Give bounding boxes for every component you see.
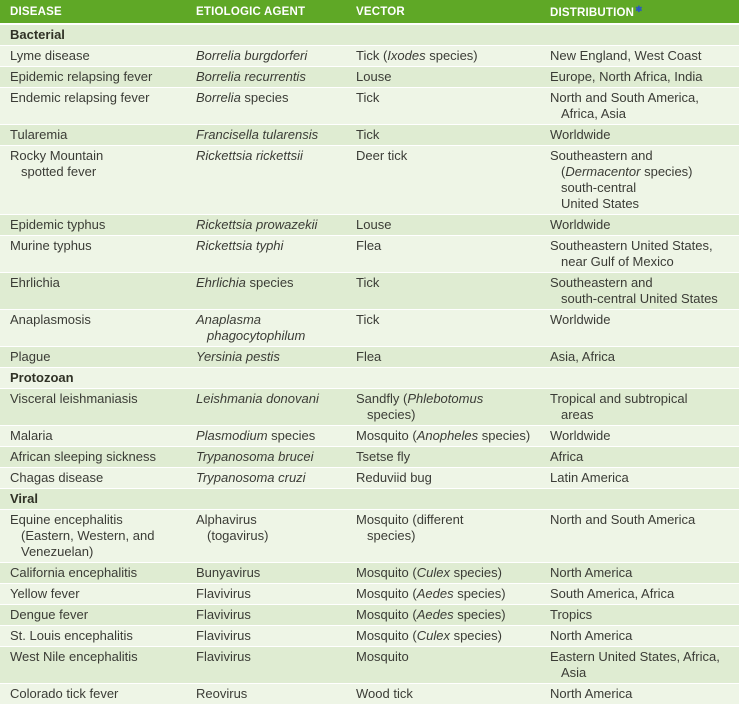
cell-etiologic-agent: Ehrlichia species [196, 275, 294, 290]
cell-vector: Wood tick [356, 686, 413, 701]
table-row [0, 236, 739, 273]
section-label: Protozoan [10, 370, 74, 385]
column-header-vector [356, 6, 550, 18]
table-row [0, 426, 739, 447]
cell-vector: Mosquito (Anopheles species) [356, 428, 531, 443]
cell-etiologic-agent: Leishmania donovani [196, 391, 319, 406]
table-row [0, 647, 739, 684]
cell-disease: Endemic relapsing fever [10, 90, 150, 105]
cell-disease: Ehrlichia [10, 275, 60, 290]
cell-etiologic-agent: Flavivirus [196, 586, 251, 601]
table-row [0, 684, 739, 705]
cell-distribution: Worldwide [550, 312, 611, 327]
table-row [0, 510, 739, 563]
cell-vector: Mosquito (Culex species) [356, 565, 502, 580]
cell-distribution: Worldwide [550, 428, 611, 443]
table-row [0, 347, 739, 368]
section-row [0, 489, 739, 510]
column-header-label: VECTOR [356, 5, 405, 18]
cell-disease: Plague [10, 349, 51, 364]
cell-distribution: North America [550, 565, 633, 580]
cell-disease: Chagas disease [10, 470, 104, 485]
cell-disease: Rocky Mountain spotted fever [10, 148, 104, 179]
cell-distribution: Tropics [550, 607, 593, 622]
table-row [0, 273, 739, 310]
cell-disease: Lyme disease [10, 48, 90, 63]
cell-disease: Yellow fever [10, 586, 80, 601]
table-row [0, 310, 739, 347]
cell-disease: Colorado tick fever [10, 686, 119, 701]
cell-vector: Tick [356, 312, 380, 327]
cell-distribution: North America [550, 686, 633, 701]
cell-disease: African sleeping sickness [10, 449, 156, 464]
cell-etiologic-agent: Reovirus [196, 686, 248, 701]
cell-etiologic-agent: Rickettsia prowazekii [196, 217, 318, 232]
cell-disease: Anaplasmosis [10, 312, 91, 327]
cell-distribution: Latin America [550, 470, 629, 485]
table-row [0, 563, 739, 584]
cell-distribution: South America, Africa [550, 586, 675, 601]
table-body [0, 25, 739, 705]
cell-vector: Mosquito (Aedes species) [356, 586, 506, 601]
cell-etiologic-agent: Rickettsia rickettsii [196, 148, 303, 163]
cell-vector: Tick [356, 275, 380, 290]
table-row [0, 626, 739, 647]
cell-disease: California encephalitis [10, 565, 138, 580]
cell-vector: Tick [356, 90, 380, 105]
table-row [0, 88, 739, 125]
section-label: Viral [10, 491, 38, 506]
section-row [0, 25, 739, 46]
column-header-label: DISEASE [10, 5, 62, 18]
cell-disease: Malaria [10, 428, 53, 443]
cell-distribution: Southeastern and (Dermacentor species) south-central United States [550, 148, 693, 211]
cell-disease: Murine typhus [10, 238, 92, 253]
cell-disease: Epidemic typhus [10, 217, 106, 232]
cell-distribution: Tropical and subtropical areas [550, 391, 688, 422]
cell-etiologic-agent: Flavivirus [196, 607, 251, 622]
cell-etiologic-agent: Plasmodium species [196, 428, 316, 443]
table-header-row [0, 0, 739, 25]
cell-etiologic-agent: Alphavirus (togavirus) [196, 512, 269, 543]
cell-etiologic-agent: Anaplasma phagocytophilum [196, 312, 306, 343]
cell-vector: Tick (Ixodes species) [356, 48, 478, 63]
section-label: Bacterial [10, 27, 65, 42]
cell-etiologic-agent: Flavivirus [196, 649, 251, 664]
table-row [0, 125, 739, 146]
cell-vector: Louse [356, 217, 392, 232]
cell-etiologic-agent: Trypanosoma brucei [196, 449, 314, 464]
cell-vector: Flea [356, 238, 382, 253]
table-row [0, 67, 739, 88]
cell-vector: Mosquito (Culex species) [356, 628, 502, 643]
table-row [0, 605, 739, 626]
cell-vector: Mosquito (Aedes species) [356, 607, 506, 622]
cell-disease: Epidemic relapsing fever [10, 69, 153, 84]
column-header-distribution [550, 4, 739, 19]
cell-etiologic-agent: Francisella tularensis [196, 127, 319, 142]
cell-etiologic-agent: Borrelia burgdorferi [196, 48, 308, 63]
column-header-label: DISTRIBUTION [550, 7, 635, 19]
cell-distribution: North and South America, Africa, Asia [550, 90, 699, 121]
column-header-disease [0, 6, 196, 18]
cell-disease: Visceral leishmaniasis [10, 391, 138, 406]
cell-etiologic-agent: Bunyavirus [196, 565, 261, 580]
table-row [0, 468, 739, 489]
cell-vector: Reduviid bug [356, 470, 432, 485]
cell-distribution: Europe, North Africa, India [550, 69, 703, 84]
cell-vector: Mosquito [356, 649, 409, 664]
cell-vector: Tick [356, 127, 380, 142]
cell-vector: Louse [356, 69, 392, 84]
table-row [0, 46, 739, 67]
cell-distribution: New England, West Coast [550, 48, 702, 63]
cell-vector: Sandfly (Phlebotomus species) [356, 391, 484, 422]
cell-vector: Tsetse fly [356, 449, 411, 464]
cell-vector: Mosquito (different species) [356, 512, 464, 543]
cell-distribution: Worldwide [550, 217, 611, 232]
footnote-asterisk-icon: ✱ [635, 4, 643, 14]
cell-etiologic-agent: Borrelia recurrentis [196, 69, 306, 84]
cell-distribution: Worldwide [550, 127, 611, 142]
table-row [0, 146, 739, 215]
cell-distribution: Southeastern and south-central United States [550, 275, 718, 306]
cell-disease: St. Louis encephalitis [10, 628, 133, 643]
section-row [0, 368, 739, 389]
table-row [0, 389, 739, 426]
cell-etiologic-agent: Rickettsia typhi [196, 238, 284, 253]
table-row [0, 584, 739, 605]
column-header-etiologic-agent [196, 6, 356, 18]
cell-etiologic-agent: Borrelia species [196, 90, 289, 105]
cell-distribution: Southeastern United States, near Gulf of Mexico [550, 238, 713, 269]
table-row [0, 447, 739, 468]
cell-etiologic-agent: Trypanosoma cruzi [196, 470, 306, 485]
cell-disease: Equine encephalitis (Eastern, Western, and Venezuelan) [10, 512, 155, 559]
cell-etiologic-agent: Flavivirus [196, 628, 251, 643]
cell-distribution: Eastern United States, Africa, Asia [550, 649, 720, 680]
cell-vector: Flea [356, 349, 382, 364]
cell-disease: Tularemia [10, 127, 68, 142]
cell-distribution: Asia, Africa [550, 349, 616, 364]
cell-distribution: Africa [550, 449, 584, 464]
column-header-label: ETIOLOGIC AGENT [196, 5, 306, 18]
cell-distribution: North and South America [550, 512, 696, 527]
table-row [0, 215, 739, 236]
cell-etiologic-agent: Yersinia pestis [196, 349, 280, 364]
cell-distribution: North America [550, 628, 633, 643]
cell-vector: Deer tick [356, 148, 408, 163]
cell-disease: Dengue fever [10, 607, 89, 622]
cell-disease: West Nile encephalitis [10, 649, 138, 664]
